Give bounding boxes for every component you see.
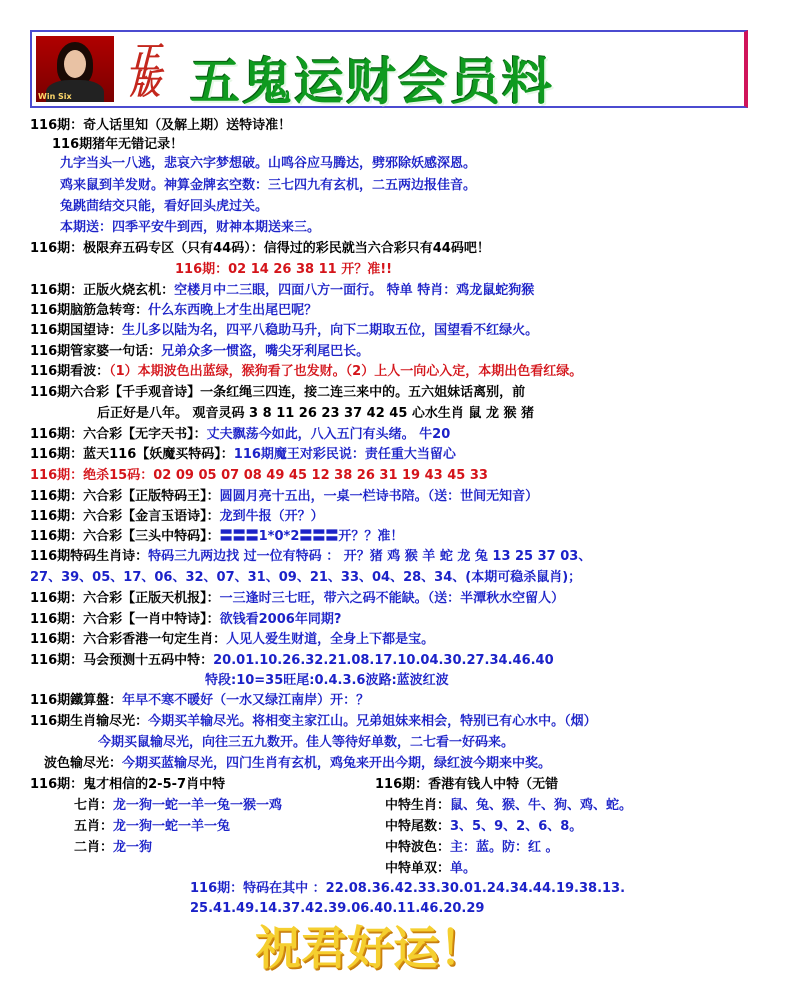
text-segment: 116期特码生肖诗： — [30, 549, 149, 564]
text-line — [60, 155, 476, 173]
text-line — [74, 797, 282, 815]
text-line — [97, 405, 534, 423]
text-segment: 25.41.49.14.37.42.39.06.40.11.46.20.29 — [190, 901, 485, 916]
text-line — [44, 755, 551, 773]
text-segment: 鸡来鼠到羊发财。神算金牌玄空数：三七四九有玄机，二五两边报佳音。 — [60, 178, 477, 193]
text-segment: 单。 — [450, 861, 477, 876]
text-segment: 二肖： — [74, 840, 114, 855]
text-segment: 波色输尽光： — [44, 756, 123, 771]
text-segment: 龙一狗一蛇一羊一兔一猴一鸡 — [113, 798, 283, 813]
text-segment: 兄弟众多一惯盗，嘴尖牙利尾巴长。 — [161, 344, 370, 359]
text-segment: 116期：绝杀15码：02 09 05 07 08 49 45 12 38 26 31 19 43 45 33 — [30, 468, 488, 483]
text-line — [385, 818, 582, 836]
text-segment: 今期买蓝输尽光，四门生肖有玄机，鸡兔来开出今期，绿红波今期来中奖。 — [122, 756, 552, 771]
text-segment: 116期：六合彩【一肖中特诗】： — [30, 612, 220, 627]
text-line — [30, 343, 369, 361]
text-line — [98, 734, 514, 752]
text-segment: 本期送：四季平安牛到西，财神本期送来三。 — [60, 220, 321, 235]
text-segment: 后正好是八年。 观音灵码 3 8 11 26 23 37 42 45 心水生肖 鼠 龙 猴 猪 — [97, 406, 534, 421]
text-segment: 欲钱看2006年同期? — [219, 612, 342, 627]
text-segment: 20.01.10.26.32.21.08.17.10.04.30.27.34.46.40 — [213, 653, 554, 668]
text-line — [30, 363, 582, 381]
text-segment: 主：蓝。防：红 。 — [450, 840, 559, 855]
text-segment: 一三逢时三七旺，带六之码不能缺。（送：半潭秋水空留人） — [219, 591, 565, 606]
text-segment: 空楼月中二三眼，四面八方一面行。 特单 特肖：鸡龙鼠蛇狗猴 — [174, 283, 535, 298]
text-segment: 〓〓〓1*0*2〓〓〓开？？准！ — [219, 529, 404, 544]
text-line — [30, 611, 341, 629]
text-line — [30, 322, 538, 340]
text-segment: 中特尾数： — [385, 819, 451, 834]
text-line — [385, 860, 476, 878]
text-segment: 特段:10=35旺尾:0.4.3.6波路:蓝波红波 — [205, 673, 449, 688]
text-segment: 特码三九两边找 过一位有特码 ： 开？猪 鸡 猴 羊 蛇 龙 兔 13 25 37 03、 — [148, 549, 592, 564]
text-segment: 116期猪年无错记录！ — [52, 137, 184, 152]
text-line — [30, 590, 564, 608]
text-line — [30, 652, 554, 670]
text-segment: 今期买鼠输尽光，向往三五九数开。佳人等待好单数，二七看一好码来。 — [98, 735, 515, 750]
header-banner — [30, 30, 748, 111]
page-title: 五鬼运财会员料 — [190, 53, 554, 111]
text-segment: 116期：六合彩【正版特码王】： — [30, 489, 220, 504]
text-line — [52, 136, 183, 154]
text-line — [385, 839, 559, 857]
text-line — [30, 117, 291, 135]
text-line — [205, 672, 449, 690]
text-line — [30, 282, 534, 300]
text-segment: 116期看波： — [30, 364, 110, 379]
text-segment: 116期：六合彩【正版天机报】： — [30, 591, 220, 606]
text-line — [175, 261, 392, 279]
text-segment: 年早不寒不暖好（一水又绿江南岸）开：？ — [122, 693, 370, 708]
text-line — [30, 240, 490, 258]
text-segment: 中特波色： — [385, 840, 451, 855]
text-segment: 圆圆月亮十五出，一桌一栏诗书陪。（送：世间无知音） — [219, 489, 539, 504]
text-line — [60, 177, 476, 195]
text-segment: 116期：鬼才相信的2-5-7肖中特 — [30, 777, 226, 792]
text-line — [74, 839, 152, 857]
text-segment: 3、5、9、2、6、8。 — [450, 819, 583, 834]
text-segment: 九字当头一八逃，悲哀六字梦想破。山鸣谷应马腾达，劈邪除妖感深恩。 — [60, 156, 477, 171]
text-segment: 今期买羊输尽光。将相变主家江山。兄弟姐妹来相会，特别已有心水中。（烟） — [148, 714, 597, 729]
text-segment: 七肖： — [74, 798, 114, 813]
text-segment: 五肖： — [74, 819, 114, 834]
text-segment: 生儿多以陆为名，四平八稳助马升，向下二期取五位，国望看不红绿火。 — [122, 323, 539, 338]
text-line — [30, 569, 581, 587]
text-line — [30, 776, 225, 794]
text-segment: 龙一狗 — [113, 840, 153, 855]
text-segment: 116期：蓝天116【妖魔买特码】： — [30, 447, 234, 462]
text-line — [30, 548, 591, 566]
text-line — [30, 426, 450, 444]
text-line — [30, 692, 369, 710]
text-line — [30, 528, 403, 546]
text-segment: 兔跳茴结交只能，看好回头虎过关。 — [60, 199, 269, 214]
text-line — [30, 446, 456, 464]
text-segment: 116期：02 14 26 38 11 开？准!! — [175, 262, 393, 277]
text-segment: 116期生肖输尽光： — [30, 714, 149, 729]
text-segment: 116期：马会预测十五码中特： — [30, 653, 214, 668]
text-segment: 龙到牛报（开？） — [219, 509, 324, 524]
text-segment: 116期鐵算盤： — [30, 693, 123, 708]
text-segment: 116期：正版火烧玄机： — [30, 283, 175, 298]
text-segment: 116期：极限弃五码专区（只有44码）：信得过的彩民就当六合彩只有44码吧！ — [30, 241, 490, 256]
text-segment: 116期脑筋急转弯： — [30, 303, 149, 318]
text-line — [60, 219, 320, 237]
text-segment: 116期魔王对彩民说：责任重大当留心 — [233, 447, 456, 462]
text-segment: 人见人爱生财道，全身上下都是宝。 — [226, 632, 435, 647]
text-segment: 116期管家婆一句话： — [30, 344, 162, 359]
text-segment: 中特单双： — [385, 861, 451, 876]
text-line — [30, 488, 538, 506]
text-line — [30, 508, 324, 526]
text-segment: 116期：六合彩【金言玉语诗】： — [30, 509, 220, 524]
text-segment: 116期：六合彩【无字天书】： — [30, 427, 207, 442]
portrait-photo — [36, 36, 114, 102]
text-line — [74, 818, 230, 836]
text-segment: 116期：奇人话里知（及解上期）送特诗准！ — [30, 118, 292, 133]
text-line — [30, 631, 434, 649]
good-luck-footer: 祝君好运！ — [255, 921, 485, 975]
text-segment: 116期：特码在其中 ：22.08.36.42.33.30.01.24.34.44.19.38.13. — [190, 881, 626, 896]
text-segment: 116期六合彩【千手观音诗】一条红绳三四连，接二连三来中的。五六姐妹话离别，前 — [30, 385, 526, 400]
text-line — [30, 713, 597, 731]
text-line — [30, 467, 488, 485]
text-line — [385, 797, 632, 815]
text-line — [375, 776, 558, 794]
text-line — [30, 384, 525, 402]
text-segment: 丈夫飘荡今如此，八入五门有头绪。 牛20 — [206, 427, 451, 442]
text-segment: 116期国望诗： — [30, 323, 123, 338]
portrait-signature: Win Six — [38, 92, 72, 101]
text-segment: （1）本期波色出蓝绿，猴狗看了也发财。（2）上人一向心入定，本期出色看红绿。 — [109, 364, 583, 379]
genuine-stamp: 正版 — [130, 41, 160, 102]
text-segment: 116期：六合彩【三头中特码】： — [30, 529, 220, 544]
portrait-face — [64, 50, 86, 78]
text-segment: 116期：六合彩香港一句定生肖： — [30, 632, 227, 647]
text-line — [190, 880, 625, 898]
text-segment: 中特生肖： — [385, 798, 451, 813]
text-segment: 27、39、05、17、06、32、07、31、09、21、33、04、28、34、(本期可稳杀鼠肖)； — [30, 570, 582, 585]
text-segment: 什么东西晚上才生出尾巴呢？ — [148, 303, 318, 318]
text-segment: 龙一狗一蛇一羊一兔 — [113, 819, 231, 834]
text-line — [30, 302, 317, 320]
text-line — [60, 198, 268, 216]
text-segment: 116期：香港有钱人中特（无错 — [375, 777, 559, 792]
text-segment: 鼠、兔、猴、牛、狗、鸡、蛇。 — [450, 798, 633, 813]
